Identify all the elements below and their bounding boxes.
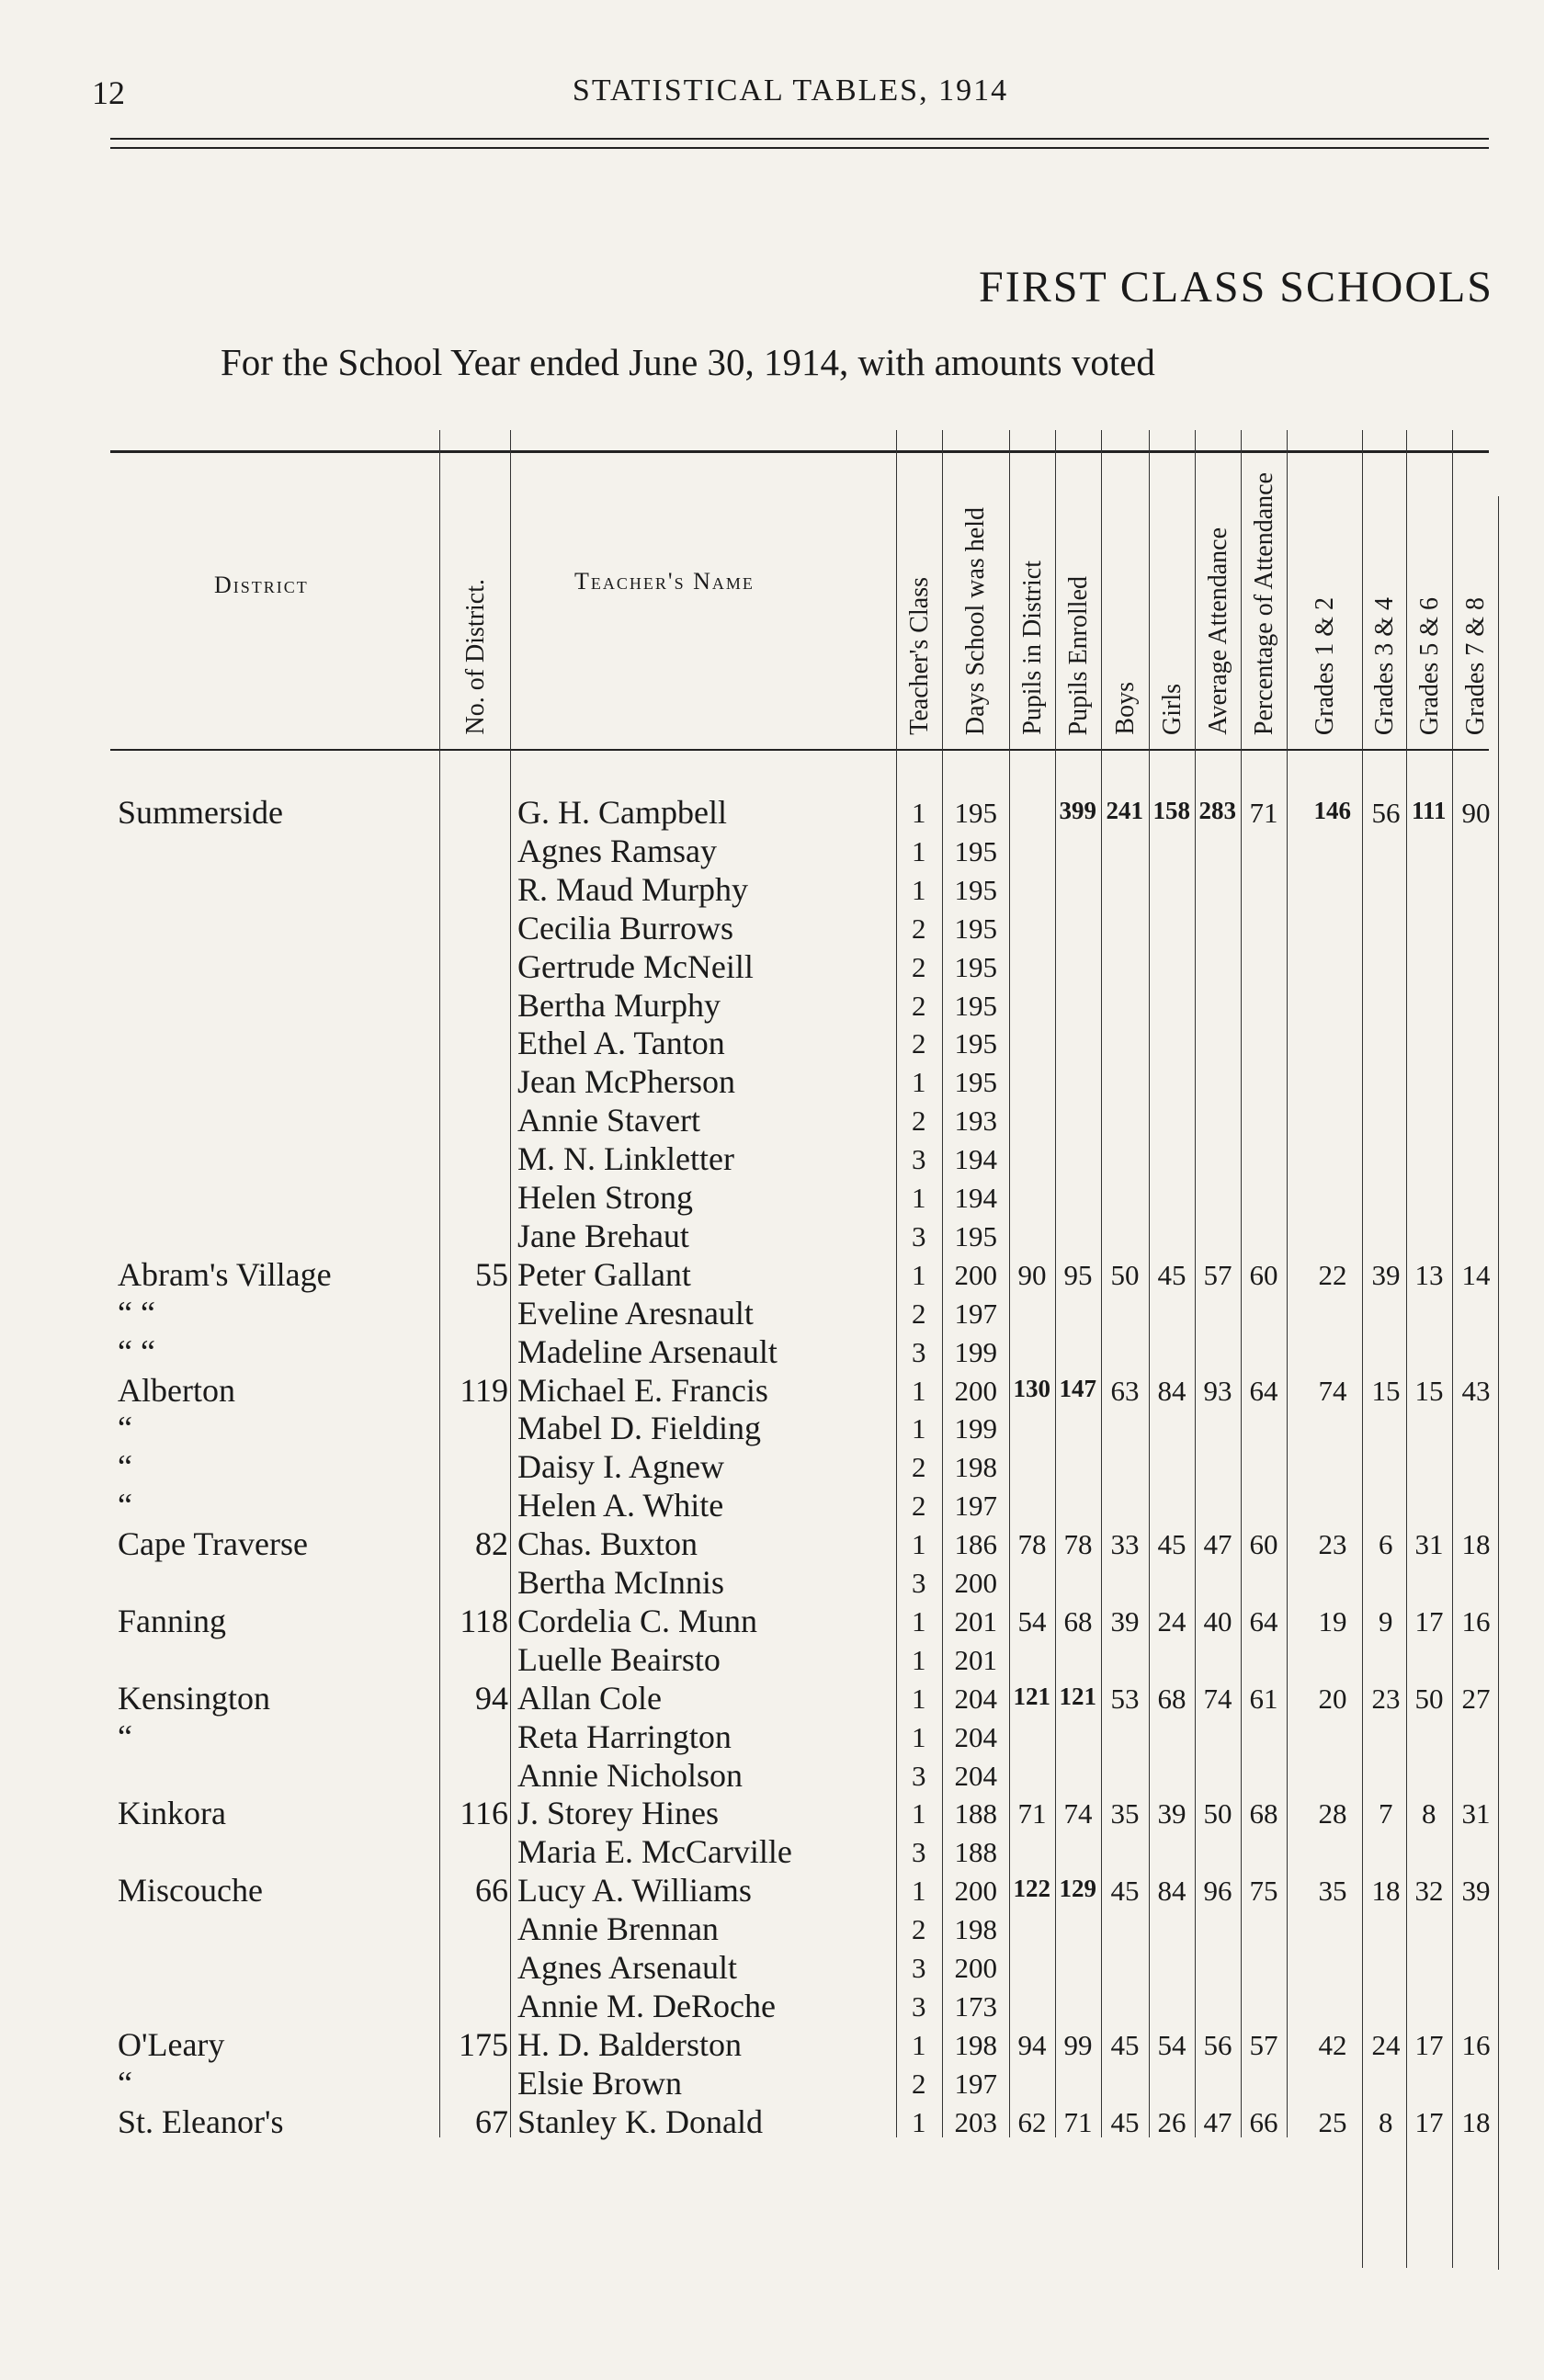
header-pupils-enrolled: Pupils Enrolled xyxy=(1063,576,1093,736)
cell-cls: 1 xyxy=(912,1258,926,1291)
cell-district: Cape Traverse xyxy=(118,1525,308,1563)
cell-days: 204 xyxy=(954,1759,997,1792)
column-rule xyxy=(1055,430,1056,2137)
cell-days: 197 xyxy=(954,1490,997,1523)
cell-girls: 45 xyxy=(1157,1528,1186,1561)
cell-days: 198 xyxy=(954,2028,997,2061)
cell-cls: 1 xyxy=(912,797,926,829)
cell-g12: 74 xyxy=(1318,1374,1347,1407)
cell-teacher: Maria E. McCarville xyxy=(517,1833,792,1871)
cell-days: 199 xyxy=(954,1335,997,1368)
cell-g34: 56 xyxy=(1371,797,1401,829)
cell-no: 82 xyxy=(475,1525,508,1563)
cell-girls: 68 xyxy=(1157,1682,1186,1715)
cell-teacher: M. N. Linkletter xyxy=(517,1140,734,1178)
cell-days: 195 xyxy=(954,834,997,867)
cell-boys: 241 xyxy=(1106,797,1143,824)
cell-cls: 2 xyxy=(912,1490,926,1523)
cell-pe: 399 xyxy=(1059,797,1096,824)
header-no-of-district: No. of District. xyxy=(461,579,490,735)
cell-g78: 16 xyxy=(1461,1604,1491,1638)
cell-pd: 71 xyxy=(1017,1797,1047,1830)
cell-cls: 1 xyxy=(912,873,926,906)
column-rule xyxy=(1362,430,1363,2268)
running-head: STATISTICAL TABLES, 1914 xyxy=(572,74,1009,108)
cell-g12: 42 xyxy=(1318,2028,1347,2061)
cell-days: 195 xyxy=(954,873,997,906)
page-number: 12 xyxy=(92,74,125,111)
cell-days: 198 xyxy=(954,1451,997,1484)
cell-pct: 75 xyxy=(1249,1875,1278,1908)
cell-boys: 50 xyxy=(1110,1258,1140,1291)
cell-district: Miscouche xyxy=(118,1872,263,1910)
cell-days: 200 xyxy=(954,1952,997,1984)
cell-boys: 45 xyxy=(1110,2105,1140,2138)
cell-teacher: Luelle Beairsto xyxy=(517,1640,721,1678)
cell-g12: 28 xyxy=(1318,1797,1347,1830)
cell-days: 188 xyxy=(954,1797,997,1830)
cell-days: 195 xyxy=(954,1027,997,1060)
cell-days: 201 xyxy=(954,1604,997,1638)
cell-cls: 1 xyxy=(912,1182,926,1214)
cell-pd: 130 xyxy=(1013,1374,1050,1402)
cell-cls: 1 xyxy=(912,2105,926,2138)
cell-cls: 1 xyxy=(912,1797,926,1830)
cell-days: 173 xyxy=(954,1989,997,2023)
cell-district: “ “ xyxy=(118,1294,155,1332)
cell-g78: 31 xyxy=(1461,1797,1491,1830)
cell-pe: 71 xyxy=(1063,2105,1093,2138)
cell-cls: 1 xyxy=(912,1720,926,1753)
cell-cls: 3 xyxy=(912,1143,926,1176)
cell-g34: 9 xyxy=(1379,1604,1393,1638)
cell-days: 201 xyxy=(954,1643,997,1676)
cell-pd: 122 xyxy=(1013,1875,1050,1903)
cell-g56: 17 xyxy=(1414,2028,1444,2061)
cell-no: 94 xyxy=(475,1679,508,1717)
cell-days: 195 xyxy=(954,797,997,829)
cell-teacher: Agnes Ramsay xyxy=(517,832,717,869)
cell-days: 197 xyxy=(954,2067,997,2100)
cell-pd: 94 xyxy=(1017,2028,1047,2061)
cell-district: Kinkora xyxy=(118,1795,226,1832)
header-double-rule xyxy=(110,138,1489,149)
cell-teacher: Bertha McInnis xyxy=(517,1564,724,1601)
cell-pct: 60 xyxy=(1249,1528,1278,1561)
cell-pct: 71 xyxy=(1249,797,1278,829)
cell-cls: 1 xyxy=(912,2028,926,2061)
cell-district: St. Eleanor's xyxy=(118,2102,284,2140)
header-grades-3-4: Grades 3 & 4 xyxy=(1369,597,1399,736)
cell-g78: 27 xyxy=(1461,1682,1491,1715)
cell-cls: 1 xyxy=(912,1604,926,1638)
cell-days: 204 xyxy=(954,1720,997,1753)
cell-g34: 23 xyxy=(1371,1682,1401,1715)
cell-pe: 68 xyxy=(1063,1604,1093,1638)
cell-cls: 1 xyxy=(912,1682,926,1715)
cell-g56: 50 xyxy=(1414,1682,1444,1715)
header-grades-7-8: Grades 7 & 8 xyxy=(1460,597,1490,736)
cell-days: 194 xyxy=(954,1143,997,1176)
cell-cls: 2 xyxy=(912,1451,926,1484)
header-teacher-class: Teacher's Class xyxy=(904,577,934,735)
cell-days: 195 xyxy=(954,912,997,945)
cell-boys: 39 xyxy=(1110,1604,1140,1638)
cell-teacher: Reta Harrington xyxy=(517,1717,732,1755)
cell-district: “ “ xyxy=(118,1332,155,1370)
cell-days: 198 xyxy=(954,1913,997,1946)
cell-pe: 129 xyxy=(1059,1875,1096,1903)
cell-g34: 8 xyxy=(1379,2105,1393,2138)
cell-g12: 23 xyxy=(1318,1528,1347,1561)
table-top-rule xyxy=(110,450,1489,453)
cell-days: 195 xyxy=(954,989,997,1022)
page-header xyxy=(92,74,1489,129)
cell-cls: 3 xyxy=(912,1836,926,1869)
cell-g12: 20 xyxy=(1318,1682,1347,1715)
cell-teacher: Lucy A. Williams xyxy=(517,1872,752,1910)
cell-cls: 1 xyxy=(912,1374,926,1407)
cell-pct: 61 xyxy=(1249,1682,1278,1715)
cell-teacher: Annie Stavert xyxy=(517,1102,700,1139)
cell-days: 203 xyxy=(954,2105,997,2138)
cell-avg: 47 xyxy=(1203,1528,1232,1561)
cell-g78: 18 xyxy=(1461,2105,1491,2138)
cell-no: 66 xyxy=(475,1872,508,1910)
cell-g56: 13 xyxy=(1414,1258,1444,1291)
cell-teacher: Annie Brennan xyxy=(517,1910,719,1948)
cell-girls: 24 xyxy=(1157,1604,1186,1638)
cell-avg: 74 xyxy=(1203,1682,1232,1715)
cell-days: 200 xyxy=(954,1374,997,1407)
cell-g34: 7 xyxy=(1379,1797,1393,1830)
column-rule xyxy=(510,430,511,2137)
cell-teacher: Agnes Arsenault xyxy=(517,1949,737,1986)
cell-pct: 64 xyxy=(1249,1374,1278,1407)
column-rule xyxy=(942,430,943,2137)
cell-no: 118 xyxy=(460,1602,508,1639)
header-pupils-in-district: Pupils in District xyxy=(1017,561,1047,735)
cell-teacher: Chas. Buxton xyxy=(517,1525,698,1563)
cell-days: 195 xyxy=(954,1066,997,1099)
cell-cls: 3 xyxy=(912,1989,926,2023)
header-teacher-name: Teacher's Name xyxy=(574,568,755,595)
cell-cls: 2 xyxy=(912,1297,926,1330)
cell-g12: 146 xyxy=(1313,797,1351,824)
table-subtitle: For the School Year ended June 30, 1914, with amounts voted xyxy=(221,341,1155,383)
cell-pe: 95 xyxy=(1063,1258,1093,1291)
cell-girls: 39 xyxy=(1157,1797,1186,1830)
cell-district: Summerside xyxy=(118,794,283,831)
cell-district: O'Leary xyxy=(118,2025,225,2063)
column-rule xyxy=(1241,430,1242,2137)
cell-pe: 121 xyxy=(1059,1682,1096,1710)
cell-cls: 1 xyxy=(912,1412,926,1445)
cell-cls: 2 xyxy=(912,912,926,945)
cell-g78: 39 xyxy=(1461,1875,1491,1908)
header-percentage-attendance: Percentage of Attendance xyxy=(1249,472,1278,736)
cell-girls: 84 xyxy=(1157,1875,1186,1908)
cell-cls: 1 xyxy=(912,1066,926,1099)
cell-teacher: Eveline Aresnault xyxy=(517,1294,754,1332)
header-boys: Boys xyxy=(1110,682,1140,735)
cell-g34: 6 xyxy=(1379,1528,1393,1561)
cell-no: 175 xyxy=(459,2025,508,2063)
cell-pct: 60 xyxy=(1249,1258,1278,1291)
cell-district: Kensington xyxy=(118,1679,270,1717)
cell-avg: 96 xyxy=(1203,1875,1232,1908)
cell-g56: 31 xyxy=(1414,1528,1444,1561)
cell-g34: 15 xyxy=(1371,1374,1401,1407)
cell-days: 204 xyxy=(954,1682,997,1715)
cell-teacher: Stanley K. Donald xyxy=(517,2102,763,2140)
cell-boys: 45 xyxy=(1110,2028,1140,2061)
table-header-rule xyxy=(110,749,1489,751)
cell-cls: 2 xyxy=(912,1105,926,1138)
header-district: District xyxy=(214,572,309,598)
cell-days: 194 xyxy=(954,1182,997,1214)
header-girls: Girls xyxy=(1157,684,1186,735)
cell-teacher: Gertrude McNeill xyxy=(517,947,754,985)
cell-days: 197 xyxy=(954,1297,997,1330)
cell-g56: 32 xyxy=(1414,1875,1444,1908)
cell-cls: 3 xyxy=(912,1567,926,1599)
cell-teacher: Bertha Murphy xyxy=(517,986,721,1024)
cell-g12: 19 xyxy=(1318,1604,1347,1638)
cell-cls: 2 xyxy=(912,1027,926,1060)
column-rule xyxy=(1009,430,1010,2137)
cell-teacher: J. Storey Hines xyxy=(517,1795,719,1832)
cell-g56: 8 xyxy=(1422,1797,1436,1830)
cell-no: 119 xyxy=(460,1371,508,1409)
cell-boys: 35 xyxy=(1110,1797,1140,1830)
column-rule xyxy=(1101,430,1102,2137)
cell-girls: 54 xyxy=(1157,2028,1186,2061)
cell-days: 195 xyxy=(954,1219,997,1252)
cell-days: 186 xyxy=(954,1528,997,1561)
cell-teacher: Peter Gallant xyxy=(517,1255,691,1293)
cell-pe: 74 xyxy=(1063,1797,1093,1830)
cell-pe: 78 xyxy=(1063,1528,1093,1561)
cell-pct: 64 xyxy=(1249,1604,1278,1638)
cell-boys: 53 xyxy=(1110,1682,1140,1715)
header-grades-5-6: Grades 5 & 6 xyxy=(1414,597,1444,736)
cell-cls: 1 xyxy=(912,1643,926,1676)
column-rule xyxy=(1498,496,1499,2270)
cell-avg: 57 xyxy=(1203,1258,1232,1291)
cell-district: “ xyxy=(118,2064,132,2102)
cell-teacher: Annie Nicholson xyxy=(517,1756,743,1794)
cell-cls: 3 xyxy=(912,1952,926,1984)
column-rule xyxy=(439,430,440,2137)
cell-girls: 84 xyxy=(1157,1374,1186,1407)
cell-days: 199 xyxy=(954,1412,997,1445)
cell-pd: 78 xyxy=(1017,1528,1047,1561)
cell-teacher: Daisy I. Agnew xyxy=(517,1448,724,1486)
cell-cls: 3 xyxy=(912,1759,926,1792)
cell-g56: 15 xyxy=(1414,1374,1444,1407)
cell-cls: 2 xyxy=(912,2067,926,2100)
header-days-school-held: Days School was held xyxy=(961,507,990,736)
column-rule xyxy=(1452,430,1453,2268)
cell-cls: 3 xyxy=(912,1335,926,1368)
cell-g56: 17 xyxy=(1414,2105,1444,2138)
cell-cls: 3 xyxy=(912,1219,926,1252)
cell-avg: 56 xyxy=(1203,2028,1232,2061)
cell-g34: 39 xyxy=(1371,1258,1401,1291)
cell-teacher: Jane Brehaut xyxy=(517,1217,689,1254)
cell-district: Fanning xyxy=(118,1602,227,1639)
cell-g12: 35 xyxy=(1318,1875,1347,1908)
cell-g78: 43 xyxy=(1461,1374,1491,1407)
cell-avg: 93 xyxy=(1203,1374,1232,1407)
cell-g78: 90 xyxy=(1461,797,1491,829)
cell-teacher: Cecilia Burrows xyxy=(517,909,733,946)
cell-district: “ xyxy=(118,1410,132,1447)
cell-teacher: Cordelia C. Munn xyxy=(517,1602,757,1639)
cell-boys: 45 xyxy=(1110,1875,1140,1908)
cell-girls: 158 xyxy=(1152,797,1190,824)
cell-days: 200 xyxy=(954,1875,997,1908)
cell-g56: 17 xyxy=(1414,1604,1444,1638)
cell-pe: 147 xyxy=(1059,1374,1096,1402)
cell-cls: 2 xyxy=(912,989,926,1022)
cell-pct: 68 xyxy=(1249,1797,1278,1830)
column-rule xyxy=(896,430,897,2137)
column-rule xyxy=(1149,430,1150,2137)
cell-g34: 18 xyxy=(1371,1875,1401,1908)
cell-avg: 40 xyxy=(1203,1604,1232,1638)
cell-pd: 62 xyxy=(1017,2105,1047,2138)
cell-days: 200 xyxy=(954,1258,997,1291)
cell-teacher: Jean McPherson xyxy=(517,1063,735,1101)
cell-days: 193 xyxy=(954,1105,997,1138)
cell-district: “ xyxy=(118,1717,132,1755)
cell-pct: 57 xyxy=(1249,2028,1278,2061)
cell-district: “ xyxy=(118,1448,132,1486)
cell-cls: 1 xyxy=(912,834,926,867)
cell-cls: 1 xyxy=(912,1875,926,1908)
cell-girls: 26 xyxy=(1157,2105,1186,2138)
cell-days: 188 xyxy=(954,1836,997,1869)
cell-teacher: Annie M. DeRoche xyxy=(517,1987,776,2024)
cell-district: “ xyxy=(118,1487,132,1524)
cell-pd: 121 xyxy=(1013,1682,1050,1710)
cell-teacher: Helen A. White xyxy=(517,1487,724,1524)
cell-teacher: Mabel D. Fielding xyxy=(517,1410,761,1447)
cell-girls: 45 xyxy=(1157,1258,1186,1291)
cell-teacher: Elsie Brown xyxy=(517,2064,682,2102)
cell-district: Abram's Village xyxy=(118,1255,332,1293)
cell-pd: 90 xyxy=(1017,1258,1047,1291)
cell-teacher: Helen Strong xyxy=(517,1179,693,1216)
cell-no: 67 xyxy=(475,2102,508,2140)
cell-teacher: G. H. Campbell xyxy=(517,794,727,831)
cell-g12: 22 xyxy=(1318,1258,1347,1291)
cell-cls: 1 xyxy=(912,1528,926,1561)
cell-avg: 283 xyxy=(1198,797,1236,824)
cell-g78: 18 xyxy=(1461,1528,1491,1561)
cell-cls: 2 xyxy=(912,1913,926,1946)
cell-g56: 111 xyxy=(1412,797,1447,824)
cell-boys: 63 xyxy=(1110,1374,1140,1407)
cell-no: 116 xyxy=(460,1795,508,1832)
cell-avg: 50 xyxy=(1203,1797,1232,1830)
cell-g78: 14 xyxy=(1461,1258,1491,1291)
cell-avg: 47 xyxy=(1203,2105,1232,2138)
cell-teacher: Allan Cole xyxy=(517,1679,662,1717)
cell-g34: 24 xyxy=(1371,2028,1401,2061)
cell-pd: 54 xyxy=(1017,1604,1047,1638)
cell-days: 195 xyxy=(954,950,997,983)
cell-teacher: Michael E. Francis xyxy=(517,1371,768,1409)
cell-boys: 33 xyxy=(1110,1528,1140,1561)
column-rule xyxy=(1195,430,1196,2137)
header-average-attendance: Average Attendance xyxy=(1203,527,1232,735)
cell-teacher: Ethel A. Tanton xyxy=(517,1025,725,1062)
cell-cls: 2 xyxy=(912,950,926,983)
cell-teacher: Madeline Arsenault xyxy=(517,1332,778,1370)
column-rule xyxy=(1406,430,1407,2268)
cell-district: Alberton xyxy=(118,1371,235,1409)
cell-pe: 99 xyxy=(1063,2028,1093,2061)
table-title: FIRST CLASS SCHOOLS xyxy=(979,263,1493,312)
cell-days: 200 xyxy=(954,1567,997,1599)
column-rule xyxy=(1287,430,1288,2137)
cell-pct: 66 xyxy=(1249,2105,1278,2138)
header-grades-1-2: Grades 1 & 2 xyxy=(1310,597,1339,736)
cell-teacher: H. D. Balderston xyxy=(517,2025,742,2063)
cell-no: 55 xyxy=(475,1255,508,1293)
cell-teacher: R. Maud Murphy xyxy=(517,870,748,908)
cell-g12: 25 xyxy=(1318,2105,1347,2138)
cell-g78: 16 xyxy=(1461,2028,1491,2061)
